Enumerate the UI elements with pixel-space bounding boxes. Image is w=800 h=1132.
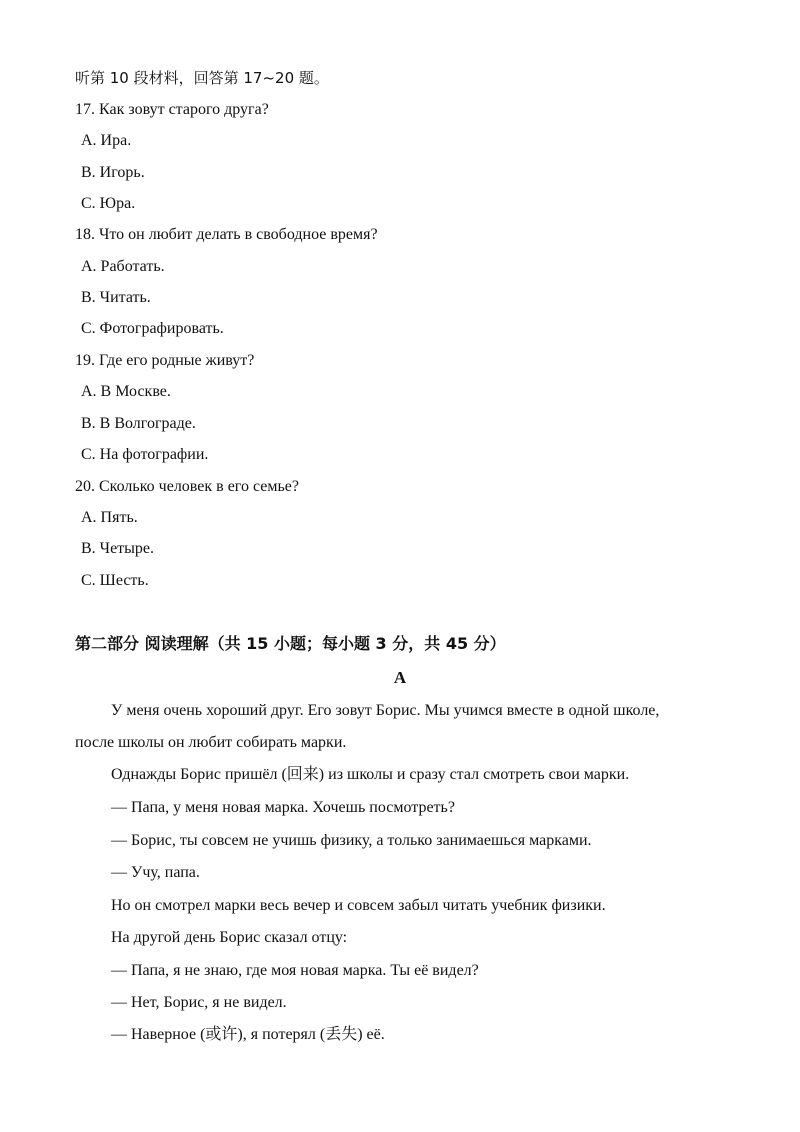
question-20-option-c: C. Шесть. — [81, 572, 149, 589]
passage-paragraph-3: Но он смотрел марки весь вечер и совсем забыл читать учебник физики. — [111, 897, 606, 914]
question-18: 18. Что он любит делать в свободное время? — [75, 226, 378, 243]
question-18-option-c: C. Фотографировать. — [81, 320, 224, 337]
question-17-option-a: A. Ира. — [81, 132, 132, 149]
passage-dialogue-3: — Учу, папа. — [111, 864, 200, 881]
passage-label: A — [393, 668, 407, 687]
passage-paragraph-4: На другой день Борис сказал отцу: — [111, 929, 348, 946]
question-20-option-b: B. Четыре. — [81, 540, 155, 557]
question-17: 17. Как зовут старого друга? — [75, 101, 269, 118]
passage-dialogue-6: — Наверное (或许), я потерял (丢失) её. — [111, 1026, 385, 1043]
question-19-option-b: B. В Волгограде. — [81, 415, 196, 432]
passage-dialogue-5: — Нет, Борис, я не видел. — [111, 994, 287, 1011]
question-19: 19. Где его родные живут? — [75, 352, 255, 369]
listening-instruction: 听第 10 段材料，回答第 17~20 题。 — [75, 69, 329, 87]
question-20-option-a: A. Пять. — [81, 509, 138, 526]
question-18-option-b: B. Читать. — [81, 289, 151, 306]
passage-dialogue-2: — Борис, ты совсем не учишь физику, а только занимаешься марками. — [111, 832, 592, 849]
question-17-option-c: C. Юра. — [81, 195, 136, 212]
passage-paragraph-2: Однажды Борис пришёл (回来) из школы и сразу стал смотреть свои марки. — [111, 766, 630, 783]
question-20: 20. Сколько человек в его семье? — [75, 478, 299, 495]
section-title-reading: 第二部分 阅读理解（共 15 小题；每小题 3 分，共 45 分） — [75, 634, 506, 653]
question-18-option-a: A. Работать. — [81, 258, 165, 275]
question-19-option-c: C. На фотографии. — [81, 446, 209, 463]
question-19-option-a: A. В Москве. — [81, 383, 171, 400]
passage-paragraph-1: У меня очень хороший друг. Его зовут Борис. Мы учимся вместе в одной школе, — [111, 702, 660, 719]
passage-paragraph-1-cont: после школы он любит собирать марки. — [75, 734, 347, 751]
passage-dialogue-4: — Папа, я не знаю, где моя новая марка. Ты её видел? — [111, 962, 479, 979]
question-17-option-b: B. Игорь. — [81, 164, 145, 181]
passage-dialogue-1: — Папа, у меня новая марка. Хочешь посмотреть? — [111, 799, 455, 816]
